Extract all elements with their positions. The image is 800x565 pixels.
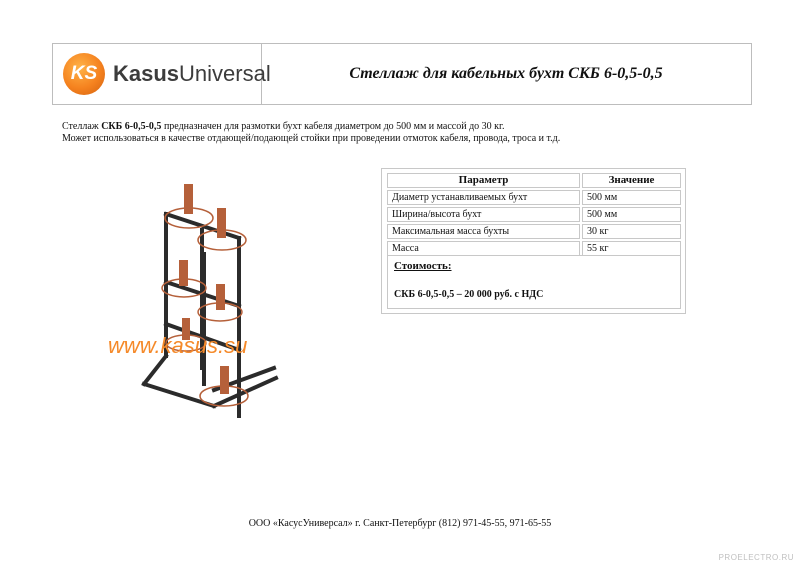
spec-table xyxy=(381,168,686,314)
column-header-parameter: Параметр xyxy=(387,173,580,188)
description-line-2: Может использоваться в качестве отдающей/подающей стойки при проведении отмоток кабеля, провода, троса и т.д. xyxy=(62,133,561,144)
table-cell-value: 55 кг xyxy=(582,241,681,256)
logo-initials: KS xyxy=(70,63,98,84)
footer-contacts: ООО «КасусУниверсал» г. Санкт-Петербург (812) 971-45-55, 971-65-55 xyxy=(248,518,552,529)
price-label: Стоимость: xyxy=(394,260,452,272)
table-cell-parameter: Масса xyxy=(387,241,580,256)
table-cell-value: 30 кг xyxy=(582,224,681,239)
source-watermark: PROELECTRO.RU xyxy=(718,553,794,562)
table-cell-value: 500 мм xyxy=(582,207,681,222)
logo-wordmark-bold: Kasus xyxy=(113,61,180,86)
logo-wordmark-regular: Universal xyxy=(179,61,271,86)
description-model: СКБ 6-0,5-0,5 xyxy=(101,121,162,132)
page-title: Стеллаж для кабельных бухт СКБ 6-0,5-0,5 xyxy=(349,65,663,82)
table-header-row xyxy=(387,173,681,188)
table-cell-parameter: Ширина/высота бухт xyxy=(387,207,580,222)
table-cell-parameter: Максимальная масса бухты xyxy=(387,224,580,239)
product-description xyxy=(62,121,560,145)
table-row xyxy=(387,224,681,239)
description-line-1 xyxy=(62,121,560,133)
table-cell-parameter: Диаметр устанавливаемых бухт xyxy=(387,190,580,205)
website-watermark: www.kasus.su xyxy=(108,333,248,358)
description-suffix: предназначен для размотки бухт кабеля диаметром до 500 мм и массой до 30 кг. xyxy=(161,121,505,132)
table-row xyxy=(387,190,681,205)
column-header-value: Значение xyxy=(582,173,681,188)
price-box xyxy=(387,255,681,309)
logo-wordmark xyxy=(113,61,271,87)
price-value: СКБ 6-0,5-0,5 – 20 000 руб. с НДС xyxy=(394,289,544,300)
logo xyxy=(53,44,271,104)
cable-rack-illustration xyxy=(134,178,304,433)
table-row xyxy=(387,207,681,222)
table-cell-value: 500 мм xyxy=(582,190,681,205)
document-header xyxy=(52,43,752,105)
table-row xyxy=(387,241,681,256)
description-prefix: Стеллаж xyxy=(62,121,102,132)
